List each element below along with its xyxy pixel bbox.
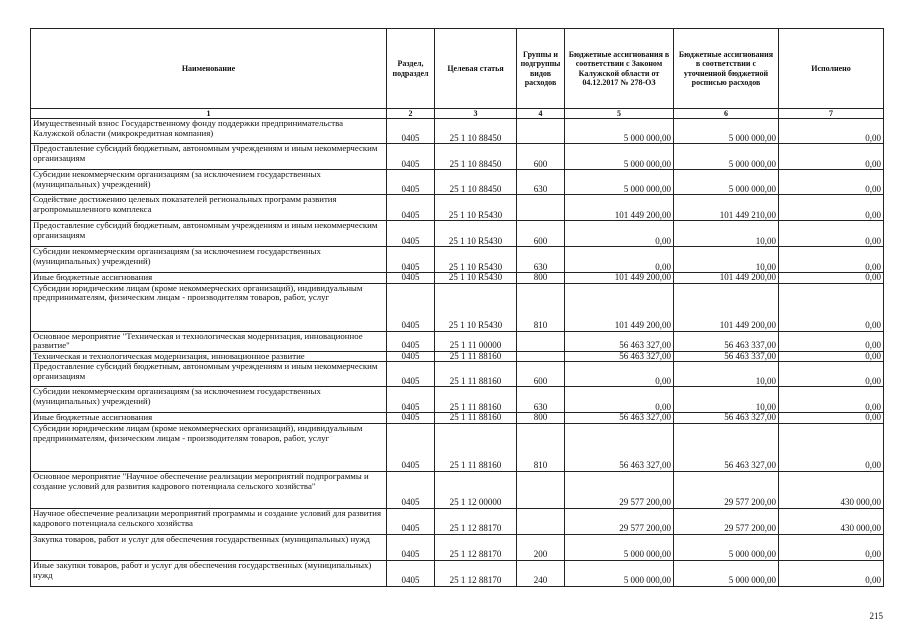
row-budget-refined: 29 577 200,00 [674, 508, 779, 534]
row-name: Иные бюджетные ассигнования [31, 273, 387, 284]
row-target: 25 1 10 R5430 [435, 195, 517, 221]
row-name: Техническая и технологическая модернизация, инновационное развитие [31, 351, 387, 362]
row-budget-law: 5 000 000,00 [565, 534, 674, 560]
row-expense-group: 800 [517, 413, 565, 424]
row-budget-refined: 5 000 000,00 [674, 170, 779, 195]
row-budget-refined: 10,00 [674, 362, 779, 387]
row-section: 0405 [387, 331, 435, 351]
row-target: 25 1 10 R5430 [435, 283, 517, 331]
row-budget-refined: 10,00 [674, 221, 779, 247]
row-expense-group: 630 [517, 387, 565, 413]
row-section: 0405 [387, 423, 435, 471]
row-name: Закупка товаров, работ и услуг для обеспечения государственных (муниципальных) нужд [31, 534, 387, 560]
row-budget-law: 0,00 [565, 247, 674, 273]
column-number: 7 [779, 109, 884, 119]
row-budget-law: 0,00 [565, 362, 674, 387]
table-body [31, 119, 884, 587]
row-target: 25 1 11 88160 [435, 351, 517, 362]
row-section: 0405 [387, 221, 435, 247]
row-budget-law: 56 463 327,00 [565, 351, 674, 362]
row-expense-group: 600 [517, 144, 565, 170]
page-number: 215 [869, 611, 883, 621]
row-budget-refined: 101 449 200,00 [674, 273, 779, 284]
header-target: Целевая статья [435, 29, 517, 109]
row-expense-group: 810 [517, 423, 565, 471]
row-section: 0405 [387, 471, 435, 508]
row-name: Субсидии некоммерческим организациям (за исключением государственных (муниципальных) учреждений) [31, 170, 387, 195]
row-name: Научное обеспечение реализации мероприятий программы и создание условий для развития кадрового потенциала сельского хозяйства [31, 508, 387, 534]
row-target: 25 1 12 00000 [435, 471, 517, 508]
table-row [31, 195, 884, 221]
row-name: Субсидии некоммерческим организациям (за исключением государственных (муниципальных) учреждений) [31, 247, 387, 273]
row-name: Содействие достижению целевых показателей региональных программ развития агропромышленного комплекса [31, 195, 387, 221]
row-executed: 0,00 [779, 283, 884, 331]
column-number: 6 [674, 109, 779, 119]
row-target: 25 1 10 88450 [435, 144, 517, 170]
row-target: 25 1 11 88160 [435, 387, 517, 413]
row-executed: 0,00 [779, 387, 884, 413]
table-row [31, 144, 884, 170]
row-executed: 0,00 [779, 144, 884, 170]
row-budget-law: 56 463 327,00 [565, 423, 674, 471]
row-section: 0405 [387, 351, 435, 362]
row-executed: 0,00 [779, 413, 884, 424]
row-target: 25 1 11 00000 [435, 331, 517, 351]
row-executed: 0,00 [779, 423, 884, 471]
row-section: 0405 [387, 144, 435, 170]
table-row [31, 247, 884, 273]
table-row [31, 351, 884, 362]
row-section: 0405 [387, 413, 435, 424]
row-budget-law: 101 449 200,00 [565, 273, 674, 284]
row-name: Субсидии некоммерческим организациям (за исключением государственных (муниципальных) учреждений) [31, 387, 387, 413]
row-executed: 430 000,00 [779, 471, 884, 508]
row-budget-law: 0,00 [565, 387, 674, 413]
row-target: 25 1 10 88450 [435, 119, 517, 144]
row-budget-refined: 56 463 337,00 [674, 351, 779, 362]
row-expense-group: 200 [517, 534, 565, 560]
table-row [31, 413, 884, 424]
row-section: 0405 [387, 387, 435, 413]
row-target: 25 1 12 88170 [435, 560, 517, 586]
table-row [31, 221, 884, 247]
row-executed: 0,00 [779, 351, 884, 362]
row-budget-law: 5 000 000,00 [565, 119, 674, 144]
row-budget-refined: 56 463 337,00 [674, 331, 779, 351]
column-number: 5 [565, 109, 674, 119]
row-budget-law: 5 000 000,00 [565, 170, 674, 195]
row-expense-group [517, 195, 565, 221]
row-target: 25 1 10 88450 [435, 170, 517, 195]
row-executed: 0,00 [779, 560, 884, 586]
row-target: 25 1 10 R5430 [435, 221, 517, 247]
row-executed: 0,00 [779, 119, 884, 144]
table-row [31, 170, 884, 195]
table-row [31, 273, 884, 284]
row-budget-law: 29 577 200,00 [565, 471, 674, 508]
row-expense-group: 630 [517, 170, 565, 195]
row-budget-refined: 101 449 210,00 [674, 195, 779, 221]
table-row [31, 508, 884, 534]
row-budget-refined: 5 000 000,00 [674, 534, 779, 560]
row-target: 25 1 11 88160 [435, 362, 517, 387]
column-number: 1 [31, 109, 387, 119]
row-section: 0405 [387, 362, 435, 387]
row-budget-law: 5 000 000,00 [565, 560, 674, 586]
row-executed: 0,00 [779, 362, 884, 387]
table-row [31, 534, 884, 560]
row-expense-group: 810 [517, 283, 565, 331]
row-budget-refined: 10,00 [674, 247, 779, 273]
row-section: 0405 [387, 560, 435, 586]
row-name: Иные бюджетные ассигнования [31, 413, 387, 424]
row-budget-law: 56 463 327,00 [565, 331, 674, 351]
row-name: Основное мероприятие "Научное обеспечение реализации мероприятий подпрограммы и создание условий для развития кадрового потенциала сельского хозяйства" [31, 471, 387, 508]
table-row [31, 362, 884, 387]
row-executed: 430 000,00 [779, 508, 884, 534]
header-budget-law: Бюджетные ассигнования в соответствии с Законом Калужской области от 04.12.2017 № 278-ОЗ [565, 29, 674, 109]
header-budget-refined: Бюджетные ассигнования в соответствии с уточненной бюджетной росписью расходов [674, 29, 779, 109]
column-number: 4 [517, 109, 565, 119]
row-executed: 0,00 [779, 331, 884, 351]
row-budget-refined: 10,00 [674, 387, 779, 413]
row-budget-law: 56 463 327,00 [565, 413, 674, 424]
row-budget-refined: 5 000 000,00 [674, 119, 779, 144]
row-target: 25 1 12 88170 [435, 534, 517, 560]
row-expense-group [517, 351, 565, 362]
row-section: 0405 [387, 247, 435, 273]
row-section: 0405 [387, 195, 435, 221]
row-executed: 0,00 [779, 221, 884, 247]
row-section: 0405 [387, 170, 435, 195]
row-budget-refined: 56 463 327,00 [674, 413, 779, 424]
table-row [31, 423, 884, 471]
row-name: Иные закупки товаров, работ и услуг для обеспечения государственных (муниципальных) нужд [31, 560, 387, 586]
header-name: Наименование [31, 29, 387, 109]
row-section: 0405 [387, 119, 435, 144]
row-expense-group: 600 [517, 362, 565, 387]
row-budget-law: 101 449 200,00 [565, 283, 674, 331]
row-name: Основное мероприятие "Техническая и технологическая модернизация, инновационное развитие" [31, 331, 387, 351]
row-expense-group [517, 331, 565, 351]
row-budget-law: 0,00 [565, 221, 674, 247]
row-name: Предоставление субсидий бюджетным, автономным учреждениям и иным некоммерческим организациям [31, 144, 387, 170]
row-expense-group: 240 [517, 560, 565, 586]
row-name: Имущественный взнос Государственному фонду поддержки предпринимательства Калужской области (микрокредитная компания) [31, 119, 387, 144]
header-section: Раздел, подраздел [387, 29, 435, 109]
row-executed: 0,00 [779, 273, 884, 284]
row-executed: 0,00 [779, 170, 884, 195]
row-name: Предоставление субсидий бюджетным, автономным учреждениям и иным некоммерческим организациям [31, 362, 387, 387]
row-target: 25 1 12 88170 [435, 508, 517, 534]
row-expense-group [517, 508, 565, 534]
table-row [31, 119, 884, 144]
column-number-row [31, 109, 884, 119]
column-number: 2 [387, 109, 435, 119]
row-target: 25 1 11 88160 [435, 423, 517, 471]
row-section: 0405 [387, 273, 435, 284]
table-row [31, 471, 884, 508]
row-budget-refined: 5 000 000,00 [674, 144, 779, 170]
row-section: 0405 [387, 534, 435, 560]
row-budget-law: 29 577 200,00 [565, 508, 674, 534]
row-budget-law: 5 000 000,00 [565, 144, 674, 170]
row-expense-group: 630 [517, 247, 565, 273]
row-target: 25 1 11 88160 [435, 413, 517, 424]
row-expense-group: 800 [517, 273, 565, 284]
row-executed: 0,00 [779, 195, 884, 221]
row-budget-refined: 101 449 200,00 [674, 283, 779, 331]
header-executed: Исполнено [779, 29, 884, 109]
row-executed: 0,00 [779, 534, 884, 560]
table-row [31, 387, 884, 413]
row-section: 0405 [387, 283, 435, 331]
table-row [31, 283, 884, 331]
row-budget-refined: 56 463 327,00 [674, 423, 779, 471]
row-expense-group [517, 471, 565, 508]
row-budget-refined: 29 577 200,00 [674, 471, 779, 508]
row-expense-group [517, 119, 565, 144]
table-row [31, 331, 884, 351]
budget-table [30, 28, 884, 587]
header-groups: Группы и подгруппы видов расходов [517, 29, 565, 109]
row-name: Субсидии юридическим лицам (кроме некоммерческих организаций), индивидуальным предпринимателям, физическим лицам - производителям товаров, работ, услуг [31, 283, 387, 331]
column-number: 3 [435, 109, 517, 119]
row-budget-refined: 5 000 000,00 [674, 560, 779, 586]
row-expense-group: 600 [517, 221, 565, 247]
table-row [31, 560, 884, 586]
row-section: 0405 [387, 508, 435, 534]
header-row [31, 29, 884, 109]
row-budget-law: 101 449 200,00 [565, 195, 674, 221]
row-name: Субсидии юридическим лицам (кроме некоммерческих организаций), индивидуальным предпринимателям, физическим лицам - производителям товаров, работ, услуг [31, 423, 387, 471]
row-target: 25 1 10 R5430 [435, 247, 517, 273]
row-executed: 0,00 [779, 247, 884, 273]
row-target: 25 1 10 R5430 [435, 273, 517, 284]
row-name: Предоставление субсидий бюджетным, автономным учреждениям и иным некоммерческим организациям [31, 221, 387, 247]
